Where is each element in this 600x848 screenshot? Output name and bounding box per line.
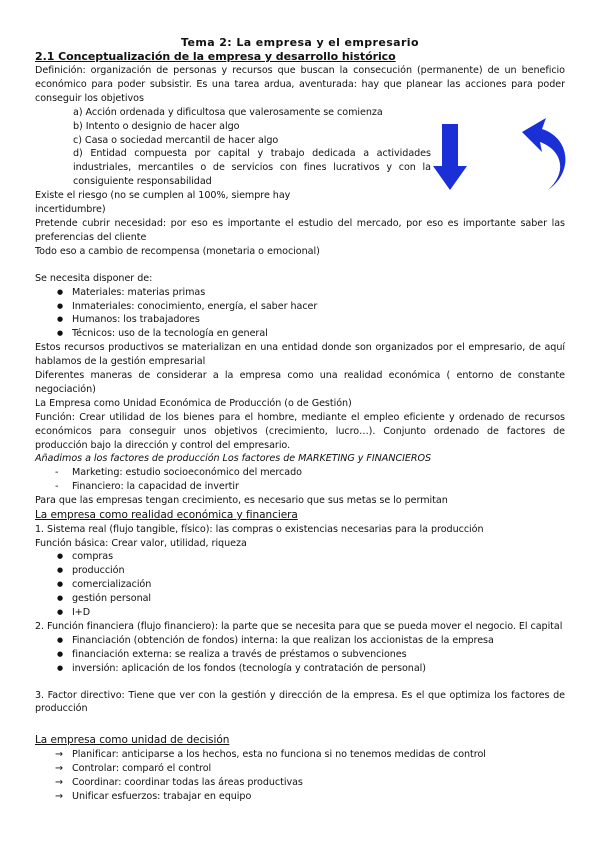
paragraph-unidad-economica: La Empresa como Unidad Económica de Producción (o de Gestión)	[35, 397, 352, 409]
definition-meanings	[35, 106, 565, 189]
factors-list	[35, 466, 565, 494]
list-item: → Planificar: anticiparse a los hechos, esta no funciona si no tenemos medidas de control	[35, 748, 565, 762]
list-item: ● compras	[35, 550, 565, 564]
list-item: ● financiación externa: se realiza a través de préstamos o subvenciones	[35, 648, 565, 662]
section-heading-conceptualizacion: 2.1 Conceptualización de la empresa y desarrollo histórico	[35, 50, 396, 63]
list-item: - Marketing: estudio socioeconómico del mercado	[35, 466, 565, 480]
paragraph-factores: Añadimos a los factores de producción Los factores de MARKETING y FINANCIEROS	[35, 453, 432, 465]
list-item: - Financiero: la capacidad de invertir	[35, 480, 565, 494]
decision-list	[35, 748, 565, 804]
meaning-item: a) Acción ordenada y dificultosa que valerosamente se comienza	[73, 106, 383, 118]
list-item: ● Materiales: materias primas	[35, 286, 565, 300]
paragraph-gestion: Estos recursos productivos se materializan en una entidad donde son organizados por el empresario, de aquí hablamos de la gestión empresarial	[35, 342, 565, 368]
list-item: ● producción	[35, 564, 565, 578]
section-heading-unidad-decision: La empresa como unidad de decisión	[35, 734, 230, 747]
list-item: ● Humanos: los trabajadores	[35, 313, 565, 327]
sistema-real-text: 1. Sistema real (flujo tangible, físico): las compras o existencias necesarias para la producción	[35, 523, 484, 535]
list-item: ● gestión personal	[35, 592, 565, 606]
list-item: → Controlar: comparó el control	[35, 762, 565, 776]
document-title: Tema 2: La empresa y el empresario	[181, 36, 419, 49]
funcion-basica-text: Función básica: Crear valor, utilidad, riqueza	[35, 537, 247, 549]
list-item: ● comercialización	[35, 578, 565, 592]
list-item: → Unificar esfuerzos: trabajar en equipo	[35, 790, 565, 804]
meaning-item: b) Intento o designio de hacer algo	[73, 120, 240, 132]
factor-directivo-text: 3. Factor directivo: Tiene que ver con la gestión y dirección de la empresa. Es el que optimiza los factores de producción	[35, 689, 565, 715]
list-item: → Coordinar: coordinar todas las áreas productivas	[35, 776, 565, 790]
list-item: ● Financiación (obtención de fondos) interna: la que realizan los accionistas de la empresa	[35, 634, 565, 648]
risk-text: Existe el riesgo (no se cumplen al 100%, siempre hay incertidumbre)	[35, 190, 291, 216]
reward-text: Todo eso a cambio de recompensa (monetaria o emocional)	[35, 245, 320, 257]
definition-paragraph: Definición: organización de personas y recursos que buscan la consecución (permanente) de un beneficio económico para poder subsistir. Es una tarea ardua, aventurada: hay que planear las acciones para poder conseguir los objetivos	[35, 65, 565, 104]
meaning-item: d) Entidad compuesta por capital y trabajo dedicada a actividades industriales, mercantiles o de servicios con fines lucrativos y con la consiguiente responsabilidad	[73, 148, 431, 188]
paragraph-realidad: Diferentes maneras de considerar a la empresa como una realidad económica ( entorno de constante negociación)	[35, 370, 565, 395]
funcion-financiera-list	[35, 634, 565, 676]
list-item: ● inversión: aplicación de los fondos (tecnología y contratación de personal)	[35, 662, 565, 676]
resources-intro: Se necesita disponer de:	[35, 272, 153, 284]
sistema-real-list	[35, 550, 565, 620]
resources-list	[35, 286, 565, 342]
funcion-financiera-text: 2. Función financiera (flujo financiero): la parte que se necesita para que se pueda mover el negocio. El capital	[35, 620, 563, 632]
list-item: ● I+D	[35, 606, 565, 620]
meaning-item: c) Casa o sociedad mercantil de hacer algo	[73, 134, 279, 146]
document-page	[35, 36, 565, 804]
paragraph-funcion: Función: Crear utilidad de los bienes para el hombre, mediante el empleo eficiente y ordenado de recursos económicos para conseguir unos objetivos (crecimiento, lucro…). Conjunto ordenado de factores de producción bajo la dirección y control del empresario.	[35, 411, 565, 451]
need-text: Pretende cubrir necesidad: por eso es importante el estudio del mercado, por eso es importante saber las preferencias del cliente	[35, 217, 565, 243]
list-item: ● Técnicos: uso de la tecnología en general	[35, 327, 565, 341]
paragraph-crecimiento: Para que las empresas tengan crecimiento, es necesario que sus metas se lo permitan	[35, 495, 448, 507]
list-item: ● Inmateriales: conocimiento, energía, el saber hacer	[35, 300, 565, 314]
section-heading-realidad-economica: La empresa como realidad económica y financiera	[35, 509, 298, 522]
